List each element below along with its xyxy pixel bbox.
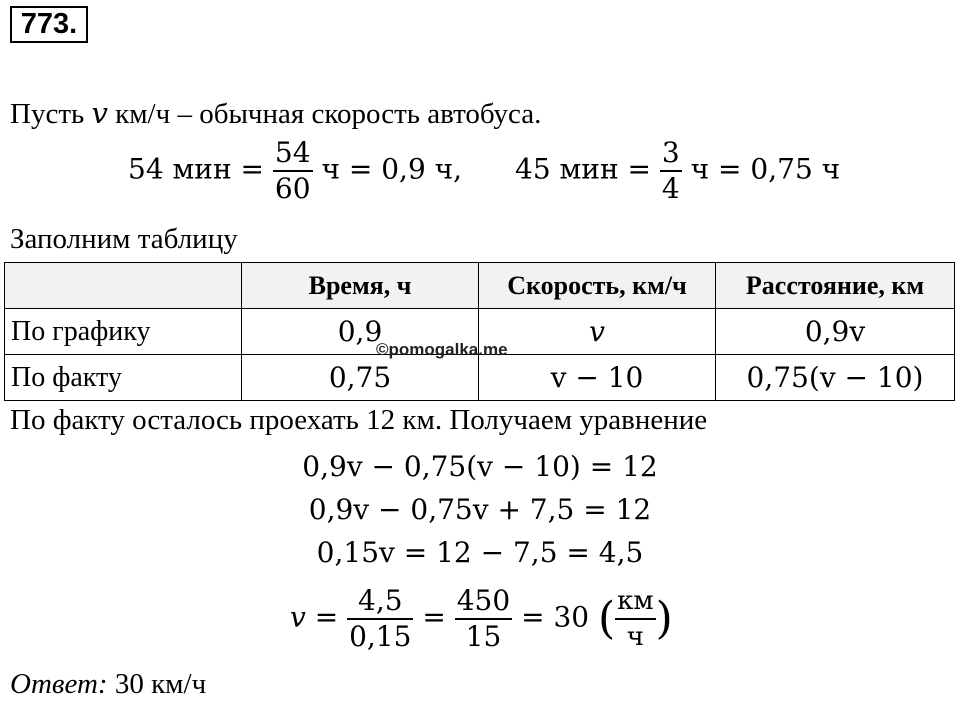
fraction-4-5-over-0-15 bbox=[347, 584, 413, 654]
table-header-cell: Расстояние, км bbox=[716, 263, 955, 309]
remaining-text: По факту осталось проехать 12 км. Получаем уравнение bbox=[10, 404, 708, 436]
eq4-lhs: v = bbox=[290, 600, 339, 634]
table-cell: 0,9v bbox=[716, 309, 955, 355]
fraction-3-4 bbox=[660, 136, 682, 206]
conv2-left: 45 мин = bbox=[515, 152, 651, 186]
fraction-denominator: 4 bbox=[661, 172, 680, 205]
intro-line bbox=[10, 96, 541, 131]
table-header-cell: Скорость, км/ч bbox=[479, 263, 716, 309]
fill-table-text: Заполним таблицу bbox=[10, 223, 238, 255]
table-cell: 0,9 bbox=[242, 309, 479, 355]
answer-value: 30 км/ч bbox=[107, 668, 207, 700]
fraction-numerator: 450 bbox=[456, 584, 511, 617]
fraction-numerator: 3 bbox=[661, 136, 680, 169]
table-cell: 0,75(v − 10) bbox=[716, 355, 955, 401]
table-header-cell bbox=[5, 263, 242, 309]
table-cell: По графику bbox=[5, 309, 242, 355]
left-paren: ( bbox=[597, 593, 616, 644]
intro-text-start: Пусть bbox=[10, 98, 92, 130]
eq4-equals: = bbox=[422, 600, 446, 634]
fraction-denominator: 15 bbox=[455, 618, 512, 654]
conv2-right: ч = 0,75 ч bbox=[690, 152, 841, 186]
table-cell: 0,75 bbox=[242, 355, 479, 401]
conv1-left: 54 мин = bbox=[128, 152, 264, 186]
fraction-54-60 bbox=[273, 136, 313, 206]
fraction-denominator: 0,15 bbox=[349, 620, 412, 653]
eq4-rhs: = 30 bbox=[521, 600, 590, 634]
answer-label: Ответ: bbox=[10, 668, 108, 700]
table-header-cell: Время, ч bbox=[242, 263, 479, 309]
unit-denominator: ч bbox=[615, 618, 655, 654]
right-paren: ) bbox=[655, 593, 673, 644]
table-cell: v − 10 bbox=[479, 355, 716, 401]
unit-fraction bbox=[615, 584, 655, 654]
conv1-right: ч = 0,9 ч, bbox=[321, 152, 463, 186]
table-header-row bbox=[5, 263, 955, 309]
conversion-45 bbox=[515, 136, 840, 206]
equation-2: 0,9v − 0,75v + 7,5 = 12 bbox=[308, 493, 652, 526]
answer-line bbox=[10, 667, 206, 701]
table-row bbox=[5, 355, 955, 401]
equation-3: 0,15v = 12 − 7,5 = 4,5 bbox=[316, 536, 644, 569]
intro-text-end: км/ч – обычная скорость автобуса. bbox=[107, 98, 542, 130]
data-table bbox=[4, 262, 955, 401]
problem-number: 773. bbox=[10, 6, 88, 43]
fraction-numerator: 54 bbox=[274, 136, 311, 169]
watermark: ©pomogalka.me bbox=[376, 340, 508, 359]
table-cell: По факту bbox=[5, 355, 242, 401]
equation-4 bbox=[290, 584, 673, 654]
table-cell: v bbox=[479, 309, 716, 355]
fraction-450-over-15 bbox=[455, 584, 512, 654]
conversion-54 bbox=[128, 136, 462, 206]
fraction-numerator: 4,5 bbox=[358, 584, 403, 617]
unit-numerator: км bbox=[617, 586, 654, 616]
equation-1: 0,9v − 0,75(v − 10) = 12 bbox=[302, 450, 658, 483]
intro-variable: v bbox=[91, 96, 108, 130]
fraction-denominator: 60 bbox=[274, 172, 311, 205]
